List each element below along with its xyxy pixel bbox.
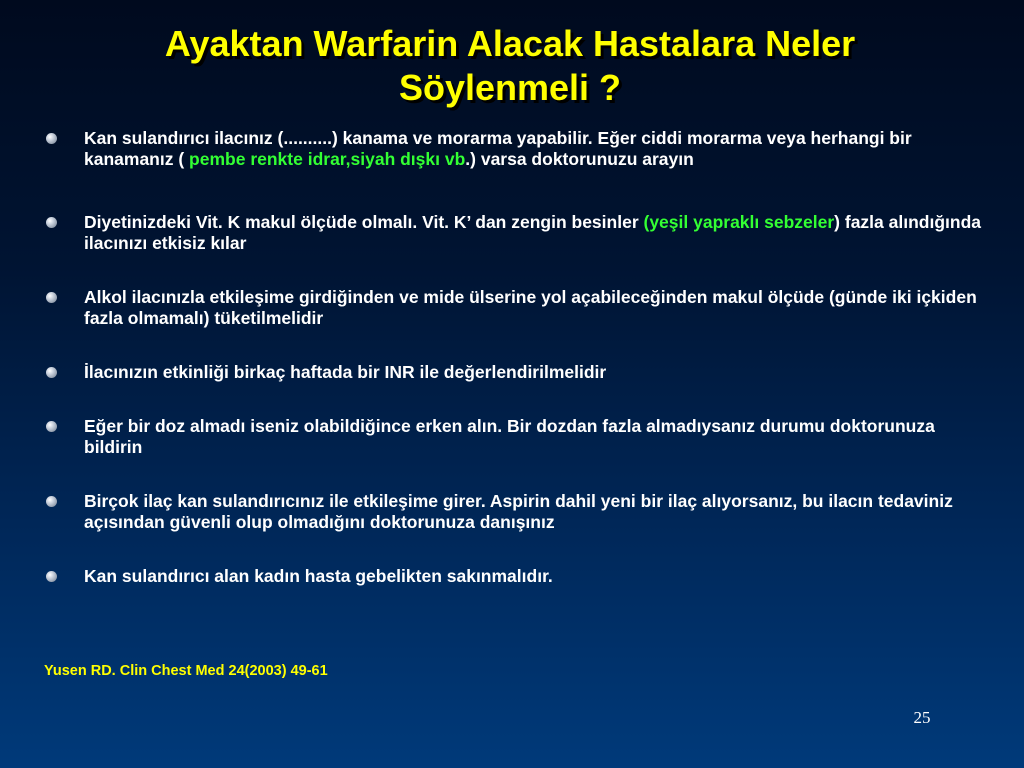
- slide-title: [70, 22, 950, 110]
- bullet-dot-icon: [46, 292, 57, 303]
- slide-title-line-1: Ayaktan Warfarin Alacak Hastalara Neler: [164, 23, 856, 64]
- bullet-text: Eğer bir doz almadı iseniz olabildiğince erken alın. Bir dozdan fazla almadıysanız durumu doktorunuza bildirin: [84, 416, 935, 457]
- page-number: 25: [913, 708, 931, 727]
- bullet-item-inr: [42, 362, 982, 383]
- bullet-text: Alkol ilacınızla etkileşime girdiğinden ve mide ülserine yol açabileceğinden makul ölçüde (günde iki içkiden fazla olmamalı) tüketilmelidir: [84, 287, 977, 328]
- bullet-item-alcohol: [42, 287, 982, 329]
- bullet-text: İlacınızın etkinliği birkaç haftada bir INR ile değerlendirilmelidir: [84, 362, 607, 382]
- bullet-item-bleeding: [42, 128, 982, 170]
- slide-title-line-2: Söylenmeli ?: [398, 67, 622, 108]
- bullet-dot-icon: [46, 421, 57, 432]
- bullet-text: Diyetinizdeki Vit. K makul ölçüde olmalı. Vit. K’ dan zengin besinler: [84, 212, 644, 232]
- bullet-dot-icon: [46, 367, 57, 378]
- bullet-text: Kan sulandırıcı alan kadın hasta gebelikten sakınmalıdır.: [84, 566, 553, 586]
- bullet-highlight: pembe renkte idrar,siyah dışkı vb: [189, 149, 466, 169]
- bullet-item-interactions: [42, 491, 982, 533]
- bullet-item-pregnancy: [42, 566, 982, 587]
- bullet-text: Birçok ilaç kan sulandırıcınız ile etkileşime girer. Aspirin dahil yeni bir ilaç alıyorsanız, bu ilacın tedaviniz açısından güvenli olup olmadığını doktorunuza danışınız: [84, 491, 953, 532]
- bullet-dot-icon: [46, 496, 57, 507]
- bullet-text: ) fazla alındığında ilacınızı etkisiz kılar: [84, 212, 981, 253]
- bullet-highlight: (yeşil yapraklı sebzeler: [643, 212, 835, 232]
- bullet-list: [42, 128, 982, 587]
- bullet-dot-icon: [46, 133, 57, 144]
- bullet-dot-icon: [46, 571, 57, 582]
- bullet-item-missed-dose: [42, 416, 982, 458]
- bullet-item-vitamin-k: [42, 212, 982, 254]
- citation: Yusen RD. Clin Chest Med 24(2003) 49-61: [44, 663, 328, 679]
- bullet-text: .) varsa doktorunuzu arayın: [465, 149, 694, 169]
- bullet-text: Kan sulandırıcı ilacınız (..........) kanama ve morarma yapabilir. Eğer ciddi morarma veya herhangi bir kanamanız (: [84, 128, 912, 169]
- bullet-dot-icon: [46, 217, 57, 228]
